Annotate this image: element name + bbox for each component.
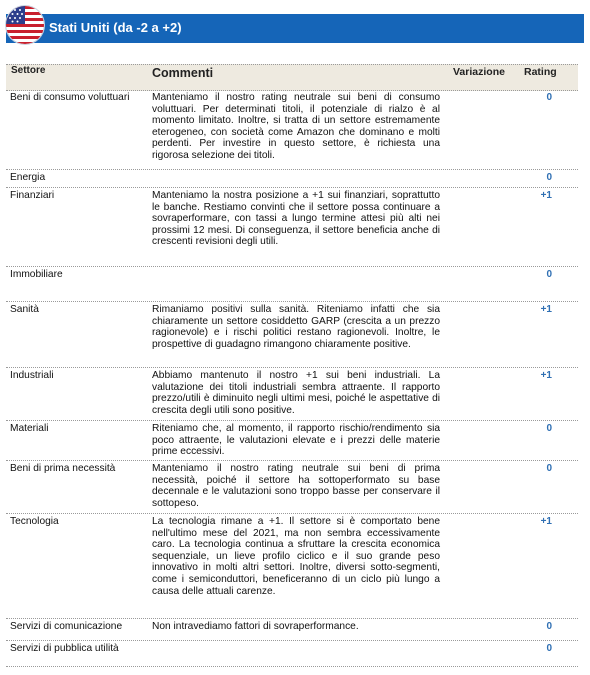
sector-comment: Abbiamo mantenuto il nostro +1 sui beni industriali. La valutazione dei titoli industriali sembra attraente. Il rapporto prezzo/utili è diminuito negli ultimi mesi, poiché le aspettative di crescita degli utili sono positive. [152, 370, 440, 416]
sector-rating: 0 [546, 463, 552, 474]
table-row [6, 90, 578, 170]
sector-name: Servizi di pubblica utilità [10, 643, 119, 654]
sector-name: Finanziari [10, 190, 55, 201]
sector-name: Beni di prima necessità [10, 463, 116, 474]
column-header-variazione: Variazione [453, 66, 505, 78]
sector-comment: La tecnologia rimane a +1. Il settore si è comportato bene nell'ultimo mese del 2021, ma non sembra eccessivamente caro. La tecnologia continua a sfruttare la crescita economica sequenziale, un lieve profilo ciclico e il suo grande peso innovativo in molti altri settori. Inoltre, diversi sotto-segmenti, come i semiconduttori, beneficeranno di un ciclo più lungo a causa delle attuali carenze. [152, 516, 440, 597]
table-row [6, 641, 578, 667]
sector-name: Industriali [10, 370, 54, 381]
sector-rating: 0 [546, 621, 552, 632]
sector-name: Servizi di comunicazione [10, 621, 123, 632]
sector-rating: +1 [540, 190, 552, 201]
table-row [6, 188, 578, 267]
sector-name: Materiali [10, 423, 49, 434]
table-row [6, 302, 578, 368]
column-header-commenti: Commenti [152, 66, 214, 80]
table-row [6, 619, 578, 641]
column-header-settore: Settore [11, 65, 46, 76]
sector-comment: Non intravediamo fattori di sovraperformance. [152, 621, 359, 632]
sector-rating: 0 [546, 423, 552, 434]
sector-rating: 0 [546, 269, 552, 280]
sector-name: Immobiliare [10, 269, 63, 280]
table-row [6, 170, 578, 188]
section-title: Stati Uniti (da -2 a +2) [49, 20, 182, 35]
sector-rating: 0 [546, 92, 552, 103]
sector-comment: Riteniamo che, al momento, il rapporto rischio/rendimento sia poco attraente, le valutazioni elevate e i prezzi delle materie prime eccessivi. [152, 423, 440, 458]
table-row [6, 514, 578, 619]
sector-rating: 0 [546, 643, 552, 654]
sector-name: Tecnologia [10, 516, 59, 527]
sector-name: Sanità [10, 304, 39, 315]
sector-comment: Manteniamo il nostro rating neutrale sui beni di prima necessità, poiché il settore ha sottoperformato su base decennale e le valutazioni sono troppo basse per conservare il sottopeso. [152, 463, 440, 509]
row-divider [6, 666, 578, 667]
table-row [6, 368, 578, 421]
us-flag-icon [6, 6, 44, 44]
table-row [6, 461, 578, 514]
sector-name: Energia [10, 172, 46, 183]
sector-comment: Rimaniamo positivi sulla sanità. Riteniamo infatti che sia chiaramente un settore cosiddetto GARP (crescita a un prezzo ragionevole) e i rischi politici restano ragionevoli. Inoltre, le prospettive di guadagno rimangono chiaramente positive. [152, 304, 440, 350]
table-row [6, 421, 578, 461]
sector-comment: Manteniamo il nostro rating neutrale sui beni di consumo voluttuari. Per determinati titoli, il potenziale di rialzo è al momento limitato. Inoltre, si tratta di un settore estremamente eterogeneo, con società come Amazon che dominano e molti perdenti. Per investire in questo settore, è richiesta una rigorosa selezione dei titoli. [152, 92, 440, 161]
sector-comment: Manteniamo la nostra posizione a +1 sui finanziari, soprattutto le banche. Restiamo convinti che il settore possa continuare a sovraperformare, con tassi a lungo termine attesi più alti nei prossimi 12 mesi. Di conseguenza, il settore beneficia anche di crescenti revisioni degli utili. [152, 190, 440, 248]
sector-rating: 0 [546, 172, 552, 183]
column-header-rating: Rating [524, 66, 557, 78]
sector-rating: +1 [540, 370, 552, 381]
table-row [6, 267, 578, 302]
sector-rating: +1 [540, 516, 552, 527]
sector-rating: +1 [540, 304, 552, 315]
sector-name: Beni di consumo voluttuari [10, 92, 130, 103]
